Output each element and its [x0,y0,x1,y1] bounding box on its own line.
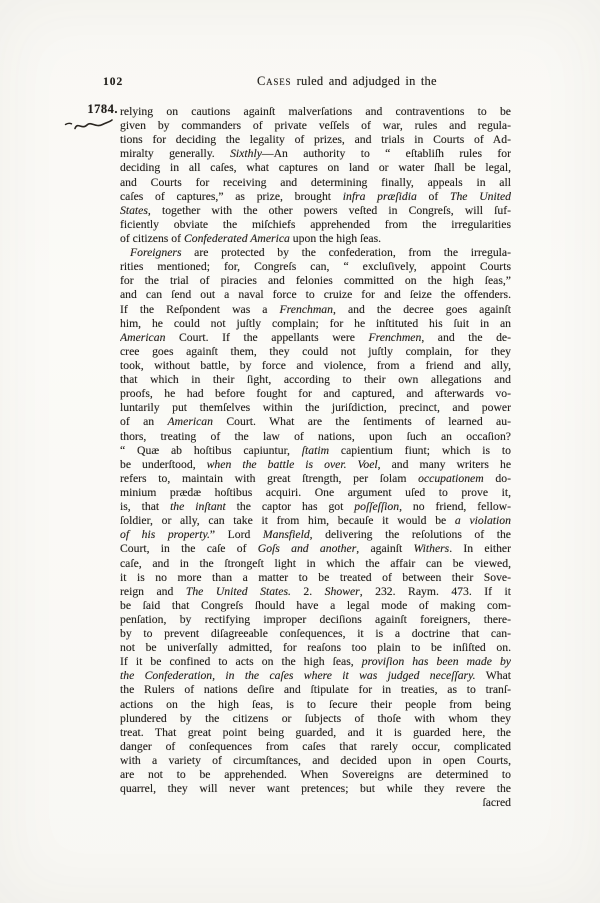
text-line: is, that the inſtant the captor has got poſſeſſion, no friend, fellow- [120,500,511,514]
text-line: treat. That great point being guarded, and it is guarded here, the [120,725,511,739]
text-line: and can ſend out a naval force to cruize for and ſeize the offenders. [120,288,511,302]
running-header [0,74,600,90]
catchword-text: ſacred [482,796,511,810]
text-line: caſes of captures,” as prize, brought infra præſidia of The United [120,189,511,203]
text-line: rities mentioned; for, Congreſs can, “ excluſively, appoint Courts [120,260,511,274]
text-line: deciding in all caſes, what captures on land or water ſhall be legal, [120,161,511,175]
page-number: 102 [103,76,124,88]
text-line: cree goes againſt them, they could not juſtly complain, for they [120,344,511,358]
catchword [120,796,511,810]
text-line: actions on the high ſeas, is to ſecure their people from being [120,697,511,711]
text-line: miralty generally. Sixthly—An authority to “ eſtabliſh rules for [120,147,511,161]
text-line: of an American Court. What are the ſentiments of learned au- [120,415,511,429]
text-line: ficiently obviate the miſchiefs apprehended from the irregularities [120,217,511,231]
running-title [257,74,437,89]
flourish-swash-icon [64,117,114,134]
text-line: with a variety of circumſtances, and decided upon in open Courts, [120,754,511,768]
text-line: took, without battle, by force and violence, from a friend and ally, [120,358,511,372]
text-line: be underſtood, when the battle is over. Voel, and many writers he [120,457,511,471]
text-line: ſoldier, or ally, can take it from him, becauſe it would be a violation [120,514,511,528]
text-line: of citizens of Confederated America upon the high ſeas. [120,231,382,245]
text-line: it is no more than a matter to be treated of between their Sove- [120,570,511,584]
text-line: by to prevent diſagreeable conſequences, it is a doctrine that can- [120,627,511,641]
text-line: Court, in the caſe of Goſs and another, againſt Withers. In either [120,542,511,556]
text-line: penſation, by rectifying improper deciſions againſt foreigners, there- [120,612,511,626]
text-line: thors, treating of the law of nations, upon ſuch an occaſion? [120,429,511,443]
text-line: luntarily put themſelves within the juriſdiction, precinct, and power [120,401,511,415]
text-line: plundered by the citizens or ſubjects of thoſe with whom they [120,711,511,725]
text-line: refers to, maintain with great ſtrength, per ſolam occupationem do- [120,471,511,485]
text-line: danger of conſequences from caſes that rarely occur, complicated [120,739,511,753]
text-line: the Rulers of nations deſire and ſtipulate for in treaties, as to tranſ- [120,683,511,697]
text-line: minium prædæ hoſtibus acquiri. One argument uſed to prove it, [120,485,511,499]
running-title-rest: ruled and adjudged in the [291,74,437,88]
text-line: for the trial of piracies and felonies committed on the high ſeas,” [120,274,511,288]
text-line: reign and The United States. 2. Shower, 232. Raym. 473. If it [120,584,511,598]
text-line: given by commanders of private veſſels of war, rules and regula- [120,119,511,133]
running-title-smallcaps: Cases [257,74,292,88]
text-line: are not to be apprehended. When Sovereigns are determined to [120,768,511,782]
text-line: not be univerſally admitted, for reaſons too plain to be inſiſted on. [120,641,511,655]
text-line: be ſaid that Congreſs ſhould have a legal mode of making com- [120,598,511,612]
text-line: that which in their ſight, according to their own allegations and [120,373,511,387]
text-line: relying on cautions againſt malverſations and contraventions to be [120,105,511,118]
text-line: caſe, and in the ſtrongeſt light in which the affair can be viewed, [120,556,511,570]
body-text [120,105,511,810]
text-line: him, he could not juſtly complain; for he inſtituted his ſuit in an [120,316,511,330]
text-line: quarrel, they will never want pretences; but while they revere the [120,782,511,796]
text-line: of his property.” Lord Mansfield, delivering the reſolutions of the [120,528,511,542]
text-line: Foreigners are protected by the confederation, from the irregula- [130,246,511,260]
text-line: and Courts for receiving and determining finally, appeals in all [120,175,511,189]
text-line: States, together with the other powers veſted in Congreſs, will ſuf- [120,203,511,217]
text-line: If the Reſpondent was a Frenchman, and the decree goes againſt [120,302,511,316]
text-line: the Confederation, in the caſes where it was judged neceſſary. What [120,669,511,683]
text-line: tions for deciding the legality of prizes, and trials in Courts of Ad- [120,133,511,147]
text-line: proofs, he had before fought for and captured, and afterwards vo- [120,387,511,401]
text-line: If it be confined to acts on the high ſeas, proviſion has been made by [120,655,511,669]
text-line: “ Quæ ab hoſtibus capiuntur, ſtatim capientium fiunt; which is to [120,443,511,457]
text-line: American Court. If the appellants were Frenchmen, and the de- [120,330,511,344]
margin-year: 1784. [87,102,118,116]
